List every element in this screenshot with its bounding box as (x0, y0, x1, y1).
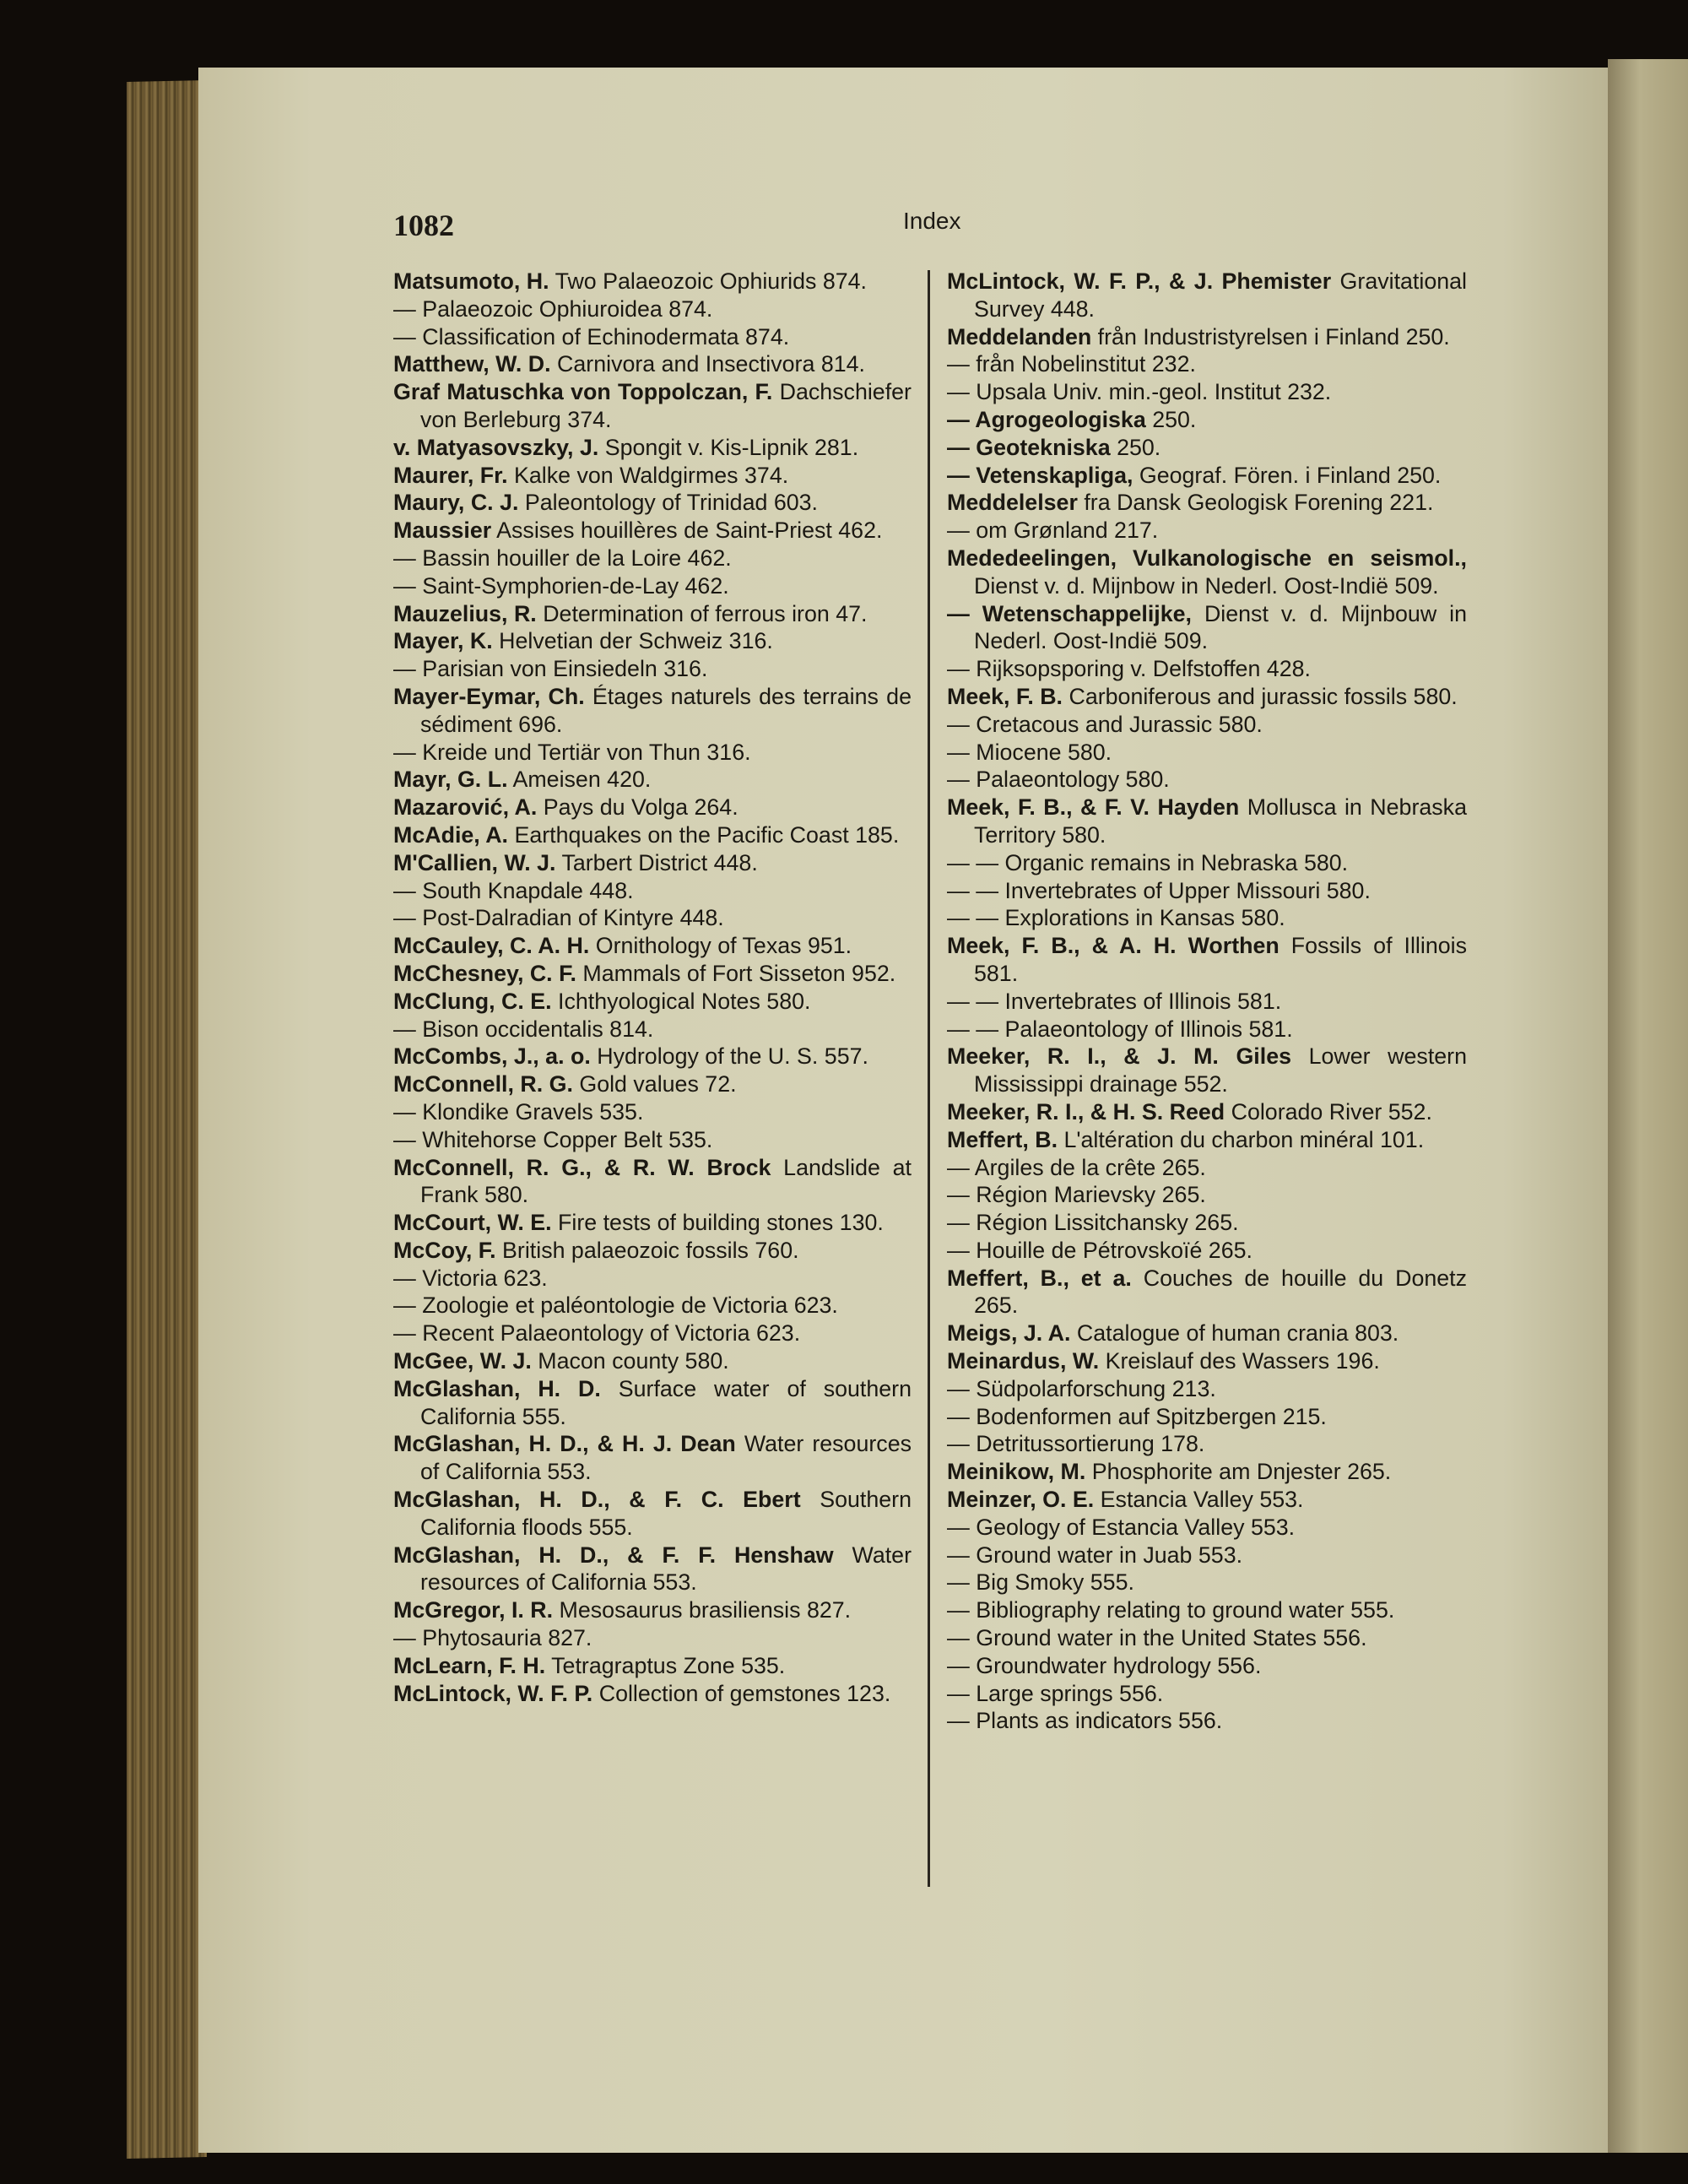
index-entry-author: McGlashan, H. D. (393, 1375, 601, 1401)
index-entry (947, 1209, 1467, 1237)
index-entry (947, 1680, 1467, 1708)
index-entry (947, 904, 1467, 932)
index-entry-title: — Argiles de la crête 265. (947, 1154, 1206, 1180)
index-entry (947, 1375, 1467, 1403)
index-entry-author: Meinardus, W. (947, 1348, 1100, 1374)
index-entry-title: — Palaeontology 580. (947, 767, 1170, 793)
index-entry (947, 1652, 1467, 1680)
index-entry (393, 849, 912, 877)
index-entry-author: Meffert, B. (947, 1126, 1058, 1152)
index-entry (393, 627, 912, 655)
index-entry (393, 1237, 912, 1265)
index-entry (947, 1596, 1467, 1624)
index-entry-title: — South Knapdale 448. (393, 877, 634, 903)
index-entry-author: McCoy, F. (393, 1237, 496, 1263)
index-entry (393, 545, 912, 572)
index-entry-title: — Victoria 623. (393, 1265, 548, 1291)
index-entry-title: Fossils of Illinois 581. (974, 933, 1467, 986)
index-entry (947, 1126, 1467, 1154)
index-entry (393, 877, 912, 905)
index-entry (947, 462, 1467, 490)
index-entry-title: — Région Marievsky 265. (947, 1182, 1206, 1208)
index-entry (947, 1624, 1467, 1652)
index-entry (947, 1154, 1467, 1182)
index-entry-author: — Geotekniska (947, 434, 1111, 460)
index-entry-author: — Wetenschappelijke, (947, 600, 1192, 626)
index-entry-title: — Large springs 556. (947, 1680, 1164, 1706)
index-entry-title: — Geology of Estancia Valley 553. (947, 1514, 1296, 1540)
index-entry-title: Phosphorite am Dnjester 265. (1085, 1459, 1392, 1485)
running-head: Index (903, 208, 961, 234)
index-entry-title: — Palaeozoic Ophiuroidea 874. (393, 295, 713, 322)
index-entry (393, 988, 912, 1016)
index-entry-title: — Bison occidentalis 814. (393, 1016, 654, 1042)
index-entry-author: McCombs, J., a. o. (393, 1043, 591, 1070)
index-entry (393, 1098, 912, 1126)
index-entry (393, 1624, 912, 1652)
index-column-left (393, 268, 912, 1707)
index-entry-title: — Ground water in the United States 556. (947, 1625, 1367, 1651)
index-entry (393, 1016, 912, 1043)
index-entry-title: — Cretacous and Jurassic 580. (947, 711, 1263, 737)
index-entry (393, 1680, 912, 1708)
index-entry (393, 1652, 912, 1680)
index-entry (947, 1265, 1467, 1320)
index-entry-title: Pays du Volga 264. (537, 794, 738, 821)
index-entry-author: Meddelelser (947, 490, 1078, 516)
index-entry-title: Colorado River 552. (1225, 1098, 1432, 1125)
index-entry-title: — — Invertebrates of Upper Missouri 580. (947, 877, 1371, 903)
index-entry-author: Meinzer, O. E. (947, 1487, 1095, 1513)
index-entry-author: Meeker, R. I., & H. S. Reed (947, 1098, 1225, 1125)
index-entry-title: — Post-Dalradian of Kintyre 448. (393, 905, 724, 931)
index-entry (393, 434, 912, 462)
index-entry-title: Collection of gemstones 123. (592, 1680, 891, 1706)
index-entry-author: McAdie, A. (393, 821, 508, 848)
index-entry-author: McLintock, W. F. P., & J. Phemister (947, 268, 1332, 294)
index-entry (393, 489, 912, 517)
index-entry-title: Tarbert District 448. (555, 849, 758, 875)
index-entry-title: — Whitehorse Copper Belt 535. (393, 1126, 713, 1152)
index-entry (947, 489, 1467, 517)
index-entry-title: Surface water of southern California 555. (420, 1375, 912, 1429)
index-entry-author: McGlashan, H. D., & F. F. Henshaw (393, 1542, 834, 1568)
index-entry-author: Graf Matuschka von Toppolczan, F. (393, 379, 773, 405)
index-entry (393, 1430, 912, 1486)
index-entry-title: — Südpolarforschung 213. (947, 1375, 1216, 1401)
index-entry-title: Ameisen 420. (507, 767, 652, 793)
index-entry (947, 932, 1467, 988)
index-entry-title: Gold values 72. (572, 1071, 737, 1097)
index-entry-title: British palaeozoic fossils 760. (495, 1237, 799, 1263)
index-entry-title: Earthquakes on the Pacific Coast 185. (508, 821, 900, 848)
page-number: 1082 (393, 209, 454, 242)
index-entry-title: Determination of ferrous iron 47. (536, 600, 868, 626)
index-entry-title: Ornithology of Texas 951. (589, 933, 852, 959)
index-entry-title: — om Grønland 217. (947, 518, 1159, 544)
index-column-right (947, 268, 1467, 1735)
index-entry (393, 1596, 912, 1624)
index-entry-author: Mayer-Eymar, Ch. (393, 683, 585, 709)
index-entry (947, 794, 1467, 849)
index-entry-title: — Klondike Gravels 535. (393, 1098, 644, 1125)
index-entry-title: Dienst v. d. Mijnbouw in Nederl. Oost-Indië 509. (974, 600, 1467, 654)
index-entry-author: — Agrogeologiska (947, 406, 1146, 432)
index-entry-author: Meek, F. B. (947, 683, 1063, 709)
index-entry (947, 1403, 1467, 1431)
index-entry (393, 1209, 912, 1237)
index-entry-author: Meinikow, M. (947, 1459, 1086, 1485)
index-entry-author: Meeker, R. I., & J. M. Giles (947, 1043, 1291, 1070)
index-entry-title: fra Dansk Geologisk Forening 221. (1077, 490, 1434, 516)
index-entry-title: — Upsala Univ. min.-geol. Institut 232. (947, 379, 1332, 405)
index-entry (393, 1486, 912, 1542)
index-entry-title: — — Palaeontology of Illinois 581. (947, 1016, 1293, 1042)
index-entry-title: Hydrology of the U. S. 557. (590, 1043, 868, 1070)
index-entry (393, 960, 912, 988)
index-entry-title: Macon county 580. (531, 1348, 729, 1374)
index-entry (947, 434, 1467, 462)
index-entry-title: Catalogue of human crania 803. (1070, 1320, 1399, 1347)
index-entry (393, 655, 912, 683)
index-entry-title: — Zoologie et paléontologie de Victoria 623. (393, 1293, 838, 1319)
column-divider (928, 270, 930, 1887)
index-entry-author: McGlashan, H. D., & F. C. Ebert (393, 1487, 801, 1513)
index-entry (393, 794, 912, 821)
facing-page-edge (1608, 59, 1688, 2153)
index-entry-author: McGee, W. J. (393, 1348, 532, 1374)
index-entry-title: Kalke von Waldgirmes 374. (507, 462, 789, 488)
index-entry-title: — Ground water in Juab 553. (947, 1542, 1243, 1568)
index-entry (947, 1542, 1467, 1569)
index-entry-title: Helvetian der Schweiz 316. (492, 628, 773, 654)
index-entry (947, 711, 1467, 739)
index-entry-author: McCauley, C. A. H. (393, 933, 590, 959)
index-entry-author: Matsumoto, H. (393, 268, 549, 294)
index-entry-title: Gravitational Survey 448. (974, 268, 1467, 322)
index-entry (393, 517, 912, 545)
index-entry-title: Étages naturels des terrains de sédiment 696. (420, 683, 912, 737)
index-entry-title: — Bodenformen auf Spitzbergen 215. (947, 1403, 1327, 1429)
index-entry-author: Matthew, W. D. (393, 351, 551, 377)
index-entry-title: Fire tests of building stones 130. (551, 1210, 884, 1236)
index-entry-title: från Industristyrelsen i Finland 250. (1091, 323, 1450, 350)
index-entry-title: Geograf. Fören. i Finland 250. (1133, 462, 1442, 488)
index-entry (393, 683, 912, 739)
index-entry (947, 988, 1467, 1016)
index-entry (393, 572, 912, 600)
index-entry (947, 1458, 1467, 1486)
index-entry-title: Southern California floods 555. (420, 1487, 912, 1540)
index-entry (947, 1514, 1467, 1542)
index-entry-title: — Phytosauria 827. (393, 1625, 592, 1651)
index-entry-title: — Groundwater hydrology 556. (947, 1652, 1262, 1678)
index-entry-author: Maury, C. J. (393, 490, 519, 516)
index-entry (947, 877, 1467, 905)
index-entry (947, 600, 1467, 656)
index-entry-title: — Rijksopsporing v. Delfstoffen 428. (947, 656, 1311, 682)
index-entry-author: Mayer, K. (393, 628, 493, 654)
index-entry-author: McLintock, W. F. P. (393, 1680, 593, 1706)
index-entry-author: Mazarović, A. (393, 794, 538, 821)
index-entry (393, 1375, 912, 1431)
index-entry-title: Carboniferous and jurassic fossils 580. (1063, 683, 1458, 709)
index-entry-title: L'altération du charbon minéral 101. (1058, 1126, 1425, 1152)
index-entry-title: — Bibliography relating to ground water 555. (947, 1597, 1395, 1623)
index-entry (393, 268, 912, 295)
index-entry-author: McGregor, I. R. (393, 1597, 554, 1623)
index-entry-title: Mesosaurus brasiliensis 827. (553, 1597, 852, 1623)
index-entry-author: M'Callien, W. J. (393, 849, 556, 875)
index-entry (947, 268, 1467, 323)
index-entry-title: — Région Lissitchansky 265. (947, 1210, 1239, 1236)
index-entry-title: — Plants as indicators 556. (947, 1708, 1223, 1734)
index-entry-title: — Bassin houiller de la Loire 462. (393, 545, 732, 571)
index-entry-author: Mayr, G. L. (393, 767, 508, 793)
index-entry-title: Mollusca in Nebraska Territory 580. (974, 794, 1467, 848)
index-entry (393, 1542, 912, 1597)
index-entry (393, 350, 912, 378)
index-entry-title: 250. (1145, 406, 1197, 432)
index-entry (947, 1181, 1467, 1209)
index-entry (947, 1707, 1467, 1735)
index-entry-title: Estancia Valley 553. (1094, 1487, 1304, 1513)
index-entry (947, 1237, 1467, 1265)
index-entry (947, 849, 1467, 877)
index-entry-author: McLearn, F. H. (393, 1652, 546, 1678)
index-entry-title: Assises houillères de Saint-Priest 462. (491, 518, 883, 544)
index-entry-title: — Kreide und Tertiär von Thun 316. (393, 739, 751, 765)
index-entry (393, 1347, 912, 1375)
index-entry (393, 1292, 912, 1320)
index-entry-title: — Classification of Echinodermata 874. (393, 323, 790, 350)
index-entry-title: — Recent Palaeontology of Victoria 623. (393, 1320, 801, 1347)
index-entry (947, 766, 1467, 794)
index-entry (947, 545, 1467, 600)
index-entry (393, 821, 912, 849)
index-entry (393, 600, 912, 628)
index-entry (947, 683, 1467, 711)
index-entry-author: Meek, F. B., & A. H. Worthen (947, 933, 1280, 959)
book-page-edges (127, 80, 207, 2159)
index-entry-title: Paleontology of Trinidad 603. (518, 490, 818, 516)
index-entry (393, 766, 912, 794)
index-entry-title: Dachschiefer von Berleburg 374. (420, 379, 912, 432)
index-entry-author: Maurer, Fr. (393, 462, 508, 488)
index-entry (947, 1043, 1467, 1098)
index-entry-title: Couches de houille du Donetz 265. (974, 1265, 1467, 1319)
index-entry-title: Lower western Mississippi drainage 552. (974, 1043, 1467, 1097)
index-entry-author: McConnell, R. G. (393, 1071, 573, 1097)
index-entry-title: Dienst v. d. Mijnbow in Nederl. Oost-Indië 509. (974, 572, 1439, 599)
index-entry-author: Mauzelius, R. (393, 600, 537, 626)
index-entry-author: Meddelanden (947, 323, 1092, 350)
index-entry-author: McCourt, W. E. (393, 1210, 552, 1236)
index-entry-title: Tetragraptus Zone 535. (545, 1652, 786, 1678)
index-entry (947, 350, 1467, 378)
index-entry-author: McConnell, R. G., & R. W. Brock (393, 1154, 771, 1180)
index-entry (393, 904, 912, 932)
index-entry (947, 323, 1467, 351)
index-entry-title: — — Explorations in Kansas 580. (947, 905, 1285, 931)
index-entry-title: — Houille de Pétrovskoïé 265. (947, 1237, 1252, 1263)
index-entry-title: — från Nobelinstitut 232. (947, 351, 1196, 377)
index-entry (393, 462, 912, 490)
index-entry-title: — Parisian von Einsiedeln 316. (393, 656, 708, 682)
index-entry (947, 1430, 1467, 1458)
index-entry-author: v. Matyasovszky, J. (393, 434, 599, 460)
index-entry-author: McChesney, C. F. (393, 960, 576, 986)
index-entry-title: Water resources of California 553. (420, 1542, 912, 1596)
index-entry-title: 250. (1110, 434, 1161, 460)
index-entry (393, 932, 912, 960)
index-entry (947, 517, 1467, 545)
index-entry (947, 1486, 1467, 1514)
index-entry-title: — — Invertebrates of Illinois 581. (947, 988, 1282, 1014)
index-entry (393, 1265, 912, 1293)
index-entry-title: — — Organic remains in Nebraska 580. (947, 849, 1349, 875)
index-entry (947, 1569, 1467, 1596)
index-entry (947, 1347, 1467, 1375)
index-entry-author: McClung, C. E. (393, 988, 552, 1014)
index-entry-author: Mededeelingen, Vulkanologische en seismol., (947, 545, 1467, 571)
index-entry (393, 295, 912, 323)
index-entry-author: Meffert, B., et a. (947, 1265, 1132, 1291)
index-entry (947, 406, 1467, 434)
index-entry-title: Kreislauf des Wassers 196. (1099, 1348, 1380, 1374)
index-entry (393, 323, 912, 351)
index-entry (947, 655, 1467, 683)
index-entry-author: Meigs, J. A. (947, 1320, 1071, 1347)
index-entry-title: Landslide at Frank 580. (420, 1154, 912, 1208)
index-entry-author: — Vetenskapliga, (947, 462, 1133, 488)
index-entry-author: McGlashan, H. D., & H. J. Dean (393, 1431, 736, 1457)
index-entry (393, 378, 912, 434)
index-entry-title: — Saint-Symphorien-de-Lay 462. (393, 572, 729, 599)
index-entry (393, 1154, 912, 1210)
index-entry (947, 1320, 1467, 1347)
index-entry-title: Spongit v. Kis-Lipnik 281. (598, 434, 859, 460)
index-entry-author: Maussier (393, 518, 492, 544)
index-entry (947, 1016, 1467, 1043)
index-entry-title: — Miocene 580. (947, 739, 1112, 765)
index-entry-title: Ichthyological Notes 580. (551, 988, 811, 1014)
index-entry (947, 378, 1467, 406)
index-entry (393, 1320, 912, 1347)
index-entry (393, 1070, 912, 1098)
index-entry-author: Meek, F. B., & F. V. Hayden (947, 794, 1240, 821)
index-entry (393, 739, 912, 767)
index-entry-title: Carnivora and Insectivora 814. (550, 351, 865, 377)
index-entry-title: Mammals of Fort Sisseton 952. (576, 960, 896, 986)
index-entry (947, 739, 1467, 767)
index-entry (393, 1043, 912, 1070)
index-entry-title: — Big Smoky 555. (947, 1569, 1134, 1596)
index-entry-title: Water resources of California 553. (420, 1431, 912, 1485)
index-entry-title: — Detritussortierung 178. (947, 1431, 1205, 1457)
index-entry (393, 1126, 912, 1154)
index-entry (947, 1098, 1467, 1126)
index-entry-title: Two Palaeozoic Ophiurids 874. (549, 268, 867, 294)
